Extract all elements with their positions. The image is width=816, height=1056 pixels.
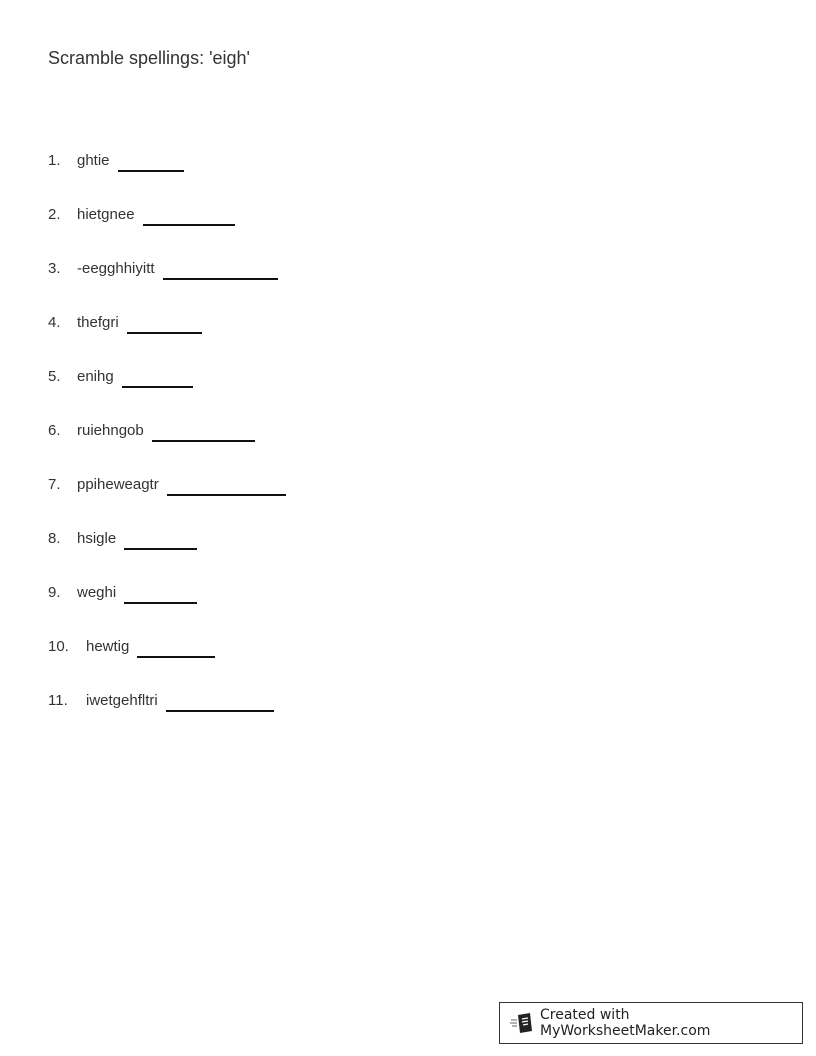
item-number: 7. (48, 476, 61, 493)
answer-blank[interactable] (127, 314, 202, 334)
answer-blank[interactable] (167, 476, 286, 496)
answer-blank[interactable] (137, 638, 215, 658)
answer-blank[interactable] (152, 422, 255, 442)
item-number: 10. (48, 638, 69, 655)
list-item (48, 368, 286, 422)
answer-blank[interactable] (166, 692, 274, 712)
answer-blank[interactable] (143, 206, 235, 226)
list-item (48, 206, 286, 260)
item-number: 6. (48, 422, 61, 439)
scrambled-word: hsigle (77, 530, 117, 547)
worksheet-title: Scramble spellings: 'eigh' (48, 48, 250, 68)
answer-blank[interactable] (118, 152, 184, 172)
item-number: 5. (48, 368, 61, 385)
answer-blank[interactable] (122, 368, 193, 388)
list-item (48, 476, 286, 530)
item-number: 3. (48, 260, 61, 277)
list-item (48, 314, 286, 368)
scrambled-word: hewtig (86, 638, 130, 655)
scramble-list (48, 152, 286, 746)
scrambled-word: -eegghhiyitt (77, 260, 155, 277)
list-item (48, 422, 286, 476)
item-number: 4. (48, 314, 61, 331)
item-number: 11. (48, 692, 68, 709)
answer-blank[interactable] (124, 530, 197, 550)
list-item (48, 530, 286, 584)
scrambled-word: enihg (77, 368, 114, 385)
scrambled-word: ruiehngob (77, 422, 144, 439)
scrambled-word: ppiheweagtr (77, 476, 159, 493)
list-item (48, 260, 286, 314)
footer-text: Created with MyWorksheetMaker.com (540, 1007, 711, 1039)
scrambled-word: ghtie (77, 152, 110, 169)
scrambled-word: iwetgehfltri (86, 692, 158, 709)
list-item (48, 638, 286, 692)
item-number: 8. (48, 530, 61, 547)
item-number: 9. (48, 584, 61, 601)
answer-blank[interactable] (124, 584, 197, 604)
list-item (48, 584, 286, 638)
scrambled-word: thefgri (77, 314, 119, 331)
scrambled-word: hietgnee (77, 206, 135, 223)
worksheet-maker-logo-icon (510, 1012, 534, 1034)
item-number: 2. (48, 206, 61, 223)
answer-blank[interactable] (163, 260, 278, 280)
footer-badge[interactable] (499, 1002, 803, 1044)
scrambled-word: weghi (77, 584, 117, 601)
list-item (48, 152, 286, 206)
list-item (48, 692, 286, 746)
item-number: 1. (48, 152, 61, 169)
